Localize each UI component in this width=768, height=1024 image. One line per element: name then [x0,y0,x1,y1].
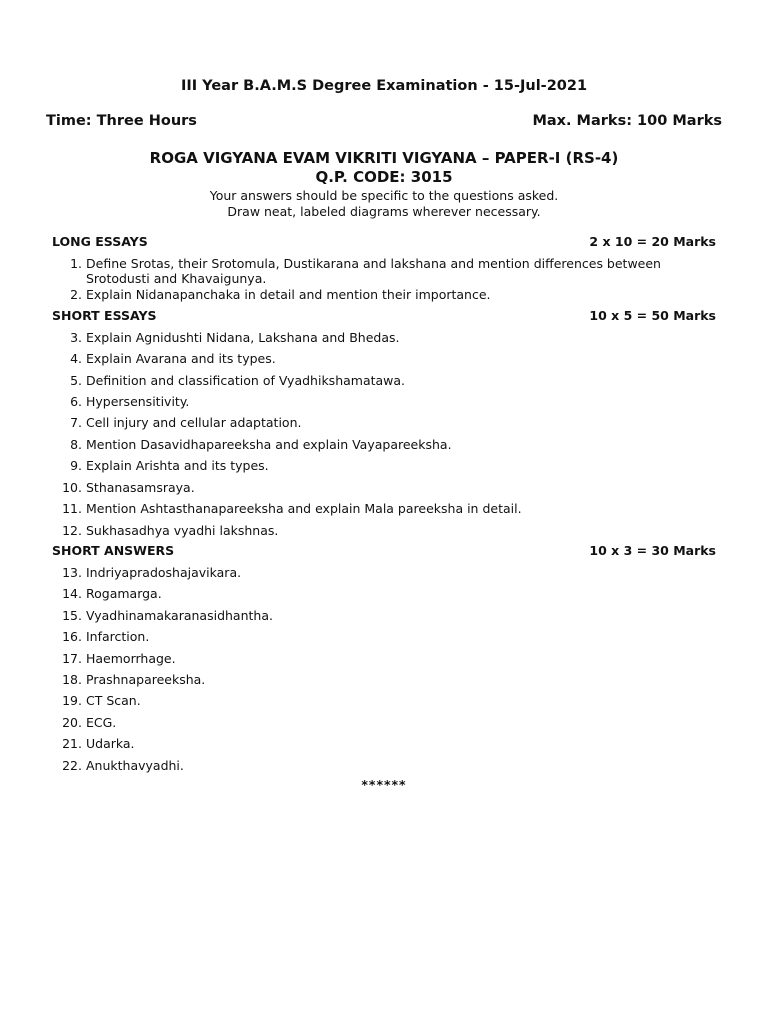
exam-title: III Year B.A.M.S Degree Examination - 15-Jul-2021 [180,78,588,94]
question-number: 12. [62,523,82,538]
question-text: Cell injury and cellular adaptation. [86,415,302,430]
subject-title: ROGA VIGYANA EVAM VIKRITI VIGYANA – PAPER-I (RS-4) [149,149,619,167]
question-text: Mention Dasavidhapareeksha and explain Vayapareeksha. [86,437,452,452]
instruction-line: Draw neat, labeled diagrams wherever necessary. [227,204,541,219]
question-number: 20. [62,715,82,730]
exam-duration: Time: Three Hours [46,113,197,129]
question-text: Vyadhinamakaranasidhantha. [86,608,273,623]
question-number: 6. [70,394,82,409]
question-text: Sthanasamsraya. [86,480,195,495]
question-number: 16. [62,629,82,644]
max-marks: Max. Marks: 100 Marks [532,113,722,129]
section-title: SHORT ESSAYS [52,308,157,323]
section-title: LONG ESSAYS [52,234,148,249]
section-marks: 10 x 3 = 30 Marks [589,543,716,558]
section-marks: 10 x 5 = 50 Marks [589,308,716,323]
question-text: Indriyapradoshajavikara. [86,565,242,580]
question-text: Haemorrhage. [86,651,176,666]
question-text: Definition and classification of Vyadhikshamatawa. [86,373,406,388]
question-number: 4. [70,351,82,366]
question-number: 3. [70,330,82,345]
qp-code: Q.P. CODE: 3015 [315,168,453,186]
question-text: Explain Agnidushti Nidana, Lakshana and Bhedas. [86,330,400,345]
question-number: 2. [70,287,82,302]
question-text: Define Srotas, their Srotomula, Dustikarana and lakshana and mention differences between [86,256,661,271]
question-number: 22. [62,758,82,773]
section-header-long-essays [52,234,716,252]
question-text: Srotodusti and Khavaigunya. [86,271,267,286]
question-number: 8. [70,437,82,452]
question-text: CT Scan. [86,693,141,708]
question-number: 5. [70,373,82,388]
question-text: Anukthavyadhi. [86,758,184,773]
question-text: Hypersensitivity. [86,394,190,409]
question-text: Prashnapareeksha. [86,672,206,687]
question-text: Rogamarga. [86,586,162,601]
question-text: Udarka. [86,736,135,751]
section-title: SHORT ANSWERS [52,543,175,558]
question-text: Infarction. [86,629,150,644]
section-marks: 2 x 10 = 20 Marks [589,234,716,249]
question-number: 9. [70,458,82,473]
question-number: 15. [62,608,82,623]
question-number: 13. [62,565,82,580]
question-number: 7. [70,415,82,430]
instruction-line: Your answers should be specific to the questions asked. [209,188,559,203]
question-text: ECG. [86,715,117,730]
end-of-paper-mark: ****** [361,777,407,792]
question-text: Explain Arishta and its types. [86,458,269,473]
question-text: Mention Ashtasthanapareeksha and explain Mala pareeksha in detail. [86,501,522,516]
question-number: 17. [62,651,82,666]
question-number: 1. [70,256,82,271]
question-number: 10. [62,480,82,495]
question-text: Sukhasadhya vyadhi lakshnas. [86,523,279,538]
question-text: Explain Nidanapanchaka in detail and mention their importance. [86,287,491,302]
question-number: 21. [62,736,82,751]
section-header-short-answers [52,543,716,561]
question-number: 11. [62,501,82,516]
question-number: 18. [62,672,82,687]
question-number: 19. [62,693,82,708]
section-header-short-essays [52,308,716,326]
question-number: 14. [62,586,82,601]
question-text: Explain Avarana and its types. [86,351,276,366]
